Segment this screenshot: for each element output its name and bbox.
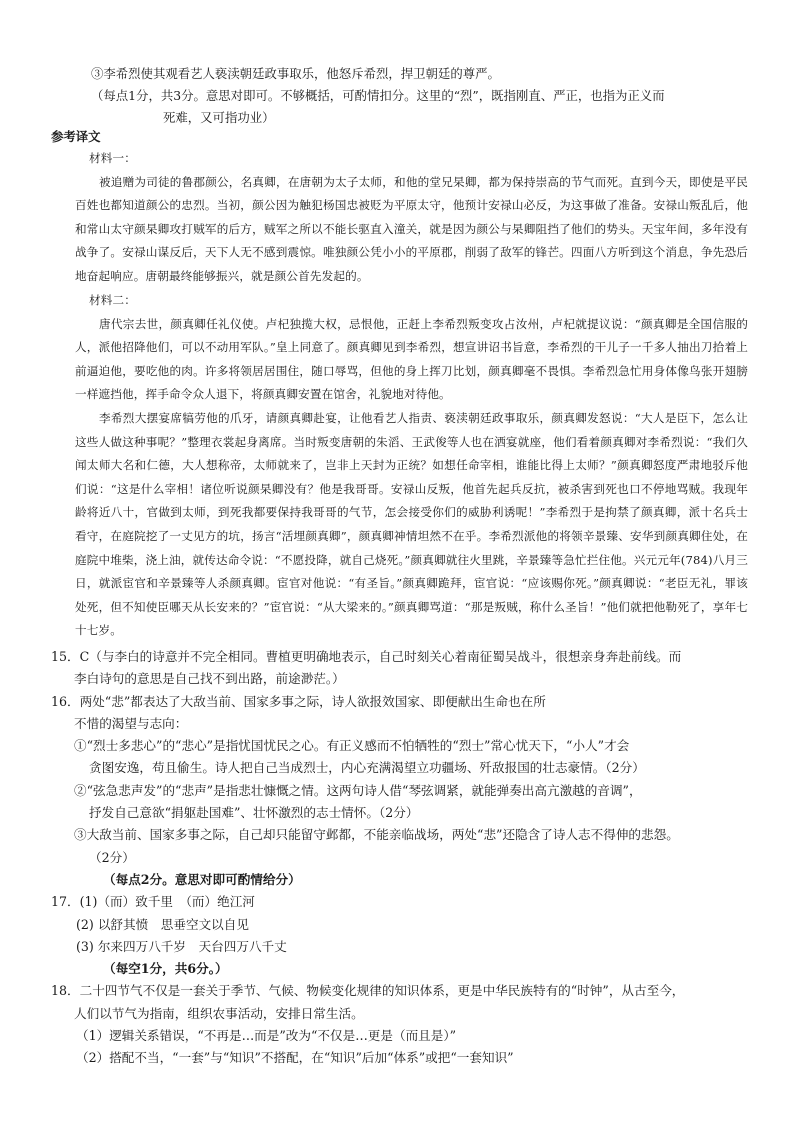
q16-scoring-note: （每点2分。意思对即可酌情给分） [103, 871, 301, 887]
translation-material-1 [75, 147, 748, 289]
q16-point-3-cont: （2分） [89, 849, 135, 865]
q18-point-2: （2）搭配不当，“一套”与“知识”不搭配，在“知识”后加“体系”或把“一套知识” [76, 1050, 514, 1066]
material-2-para-2: 李希烈大摆宴席犒劳他的爪牙，请颜真卿赴宴，让他看艺人指责、亵渎朝廷政事取乐，颜真卿发怒说：“大人是臣下，怎么让这些人做这种事呢？”整理衣裳起身离席。当时叛变唐朝的朱滔、王武俊等人也在洒宴就座，他们看着颜真卿对李希烈说：“我们久闻太师大名和仁德，大人想称帝，太师就来了，岂非上天封为正统？如想任命宰相，谁能比得上太师？”颜真卿怒度严肃地驳斥他们说：“这是什么宰相！诸位听说颜杲卿没有？他是我哥哥。安禄山反叛，他首先起兵反抗，被杀害到死也口不停地骂贼。我现年龄将近八十，官做到太师，到死我都要保持我哥哥的气节，怎会接受你们的威胁利诱呢！”李希烈于是拘禁了颜真卿，派十名兵士看守，在庭院挖了一丈见方的坑，扬言“活埋颜真卿”，颜真卿神情坦然不在乎。李希烈派他的将领辛景臻、安华到颜真卿住处，在庭院中堆柴，浇上油，就传达命令说：“不愿投降，就自己烧死。”颜真卿就往火里跳，辛景臻等急忙拦住他。兴元元年(784)八月三日，就派宦官和辛景臻等人杀颜真卿。宦官对他说：“有圣旨。”颜真卿跪拜，宦官说：“应该赐你死。”颜真卿说：“老臣无礼，罪该处死，但不知使臣哪天从长安来的？”宦官说：“从大梁来的。”颜真卿骂道：“那是叛贼，称什么圣旨！”他们就把他勒死了，享年七十七岁。 [75, 410, 748, 638]
q16-point-2: ②“弦急悲声发”的“悲声”是指悲壮慷慨之情。这两句诗人借“琴弦调紧，就能弹奏出高亢激越的音调”， [74, 782, 642, 798]
material-2-para-1: 唐代宗去世，颜真卿任礼仪使。卢杞独揽大权，忌恨他，正赶上李希烈叛变攻占汝州，卢杞就提议说：“颜真卿是全国信服的人，派他招降他们，可以不动用军队。”皇上同意了。颜真卿见到李希烈，想宣讲诏书旨意，李希烈的干儿子一千多人抽出刀拾着上前逼迫他，要吃他的肉。许多将领居居围住，随口辱骂，但他的身上挥刀比划，颜真卿毫不畏惧。李希烈急忙用身体像鸟张开翅膀一样遮挡他，挥手命令众人退下，将颜真卿安置在馆舍，礼貌地对待他。 [75, 316, 748, 402]
q16-point-1-cont: 贪图安逸，苟且偷生。诗人把自己当成烈士，内心充满渴望立功疆场、歼敌报国的壮志豪情。（2分） [89, 760, 645, 776]
q16-point-1: ①“烈士多悲心”的“悲心”是指忧国忧民之心。有正义感而不怕牺牲的“烈士”常心忧天下，“小人”才会 [74, 738, 630, 754]
scoring-note-cont: 死难，又可指功业） [163, 110, 275, 125]
q15-answer-cont: 李白诗句的意思是自己找不到出路，前途渺茫。） [74, 671, 345, 687]
q-answer-continuation [75, 63, 750, 129]
q15-answer: 15．C（与李白的诗意并不完全相同。曹植更明确地表示，自己时刻关心着南征蜀吴战斗，很想亲身奔赴前线。而 [51, 649, 682, 664]
material-1-label: 材料一： [89, 151, 136, 165]
answers-block [51, 646, 751, 1070]
q16-point-3: ③大敌当前、国家多事之际，自己却只能留守邺都，不能亲临战场，两处“悲”还隐含了诗人志不得伸的悲怨。 [74, 827, 679, 843]
section-heading: 参考译文 [51, 129, 101, 144]
q16-point-2-cont: 抒发自己意欲“捐躯赴国难”、壮怀激烈的志士情怀。（2分） [89, 805, 419, 821]
material-1-text: 被追赠为司徒的鲁郡颜公，名真卿，在唐朝为太子太师，和他的堂兄杲卿，都为保持崇高的节气而死。直到今天，即使是平民百姓也都知道颜公的忠烈。当初，颜公因为触犯杨国忠被贬为平原太守，他预计安禄山必反，为这事做了准备。安禄山叛乱后，他和常山太守颜杲卿攻打贼军的后方，贼军之所以不能长驱直入潼关，就是因为颜公与杲卿阻挡了他们的势头。天宝年间，多年没有战争了。安禄山谋反后，天下人无不感到震惊。唯独颜公凭小小的平原郡，削弱了敌军的锋芒。四面八方听到这个消息，争先恐后地奋起响应。唐朝最终能够振兴，就是颜公首先发起的。 [75, 174, 748, 283]
q18-point-1: （1）逻辑关系错误，“不再是…而是”改为“不仅是…更是（而且是）” [76, 1028, 457, 1044]
q16-answer-cont: 不惜的渴望与志向： [74, 715, 188, 731]
q18-answer: 18．二十四节气不仅是一套关于季节、气候、物候变化规律的知识体系，更是中华民族特有的“时钟”，从古至今， [51, 983, 685, 999]
scoring-note: （每点1分，共3分。意思对即可。不够概括，可酌情扣分。这里的“烈”，既指刚直、严正，也指为正义而 [91, 88, 665, 103]
q17-answer-3: (3) 尔来四万八千岁 天台四万八千丈 [76, 938, 287, 954]
q17-answer-1: 17．(1)（而）致千里 （而）绝江河 [51, 894, 255, 910]
material-2-label: 材料二： [89, 293, 136, 307]
q18-answer-cont: 人们以节气为指南，组织农事活动，安排日常生活。 [74, 1005, 364, 1021]
q17-answer-2: (2) 以舒其愤 思垂空文以自见 [76, 916, 249, 932]
translation-material-2 [75, 289, 748, 643]
answer-point-3: ③李希烈使其观看艺人亵渎朝廷政事取乐，他怒斥希烈，捍卫朝廷的尊严。 [91, 66, 500, 81]
q16-answer: 16．两处“悲”都表达了大敌当前、国家多事之际，诗人欲报效国家、即便献出生命也在所 [51, 693, 546, 709]
q17-scoring-note: （每空1分，共6分。） [103, 961, 228, 977]
